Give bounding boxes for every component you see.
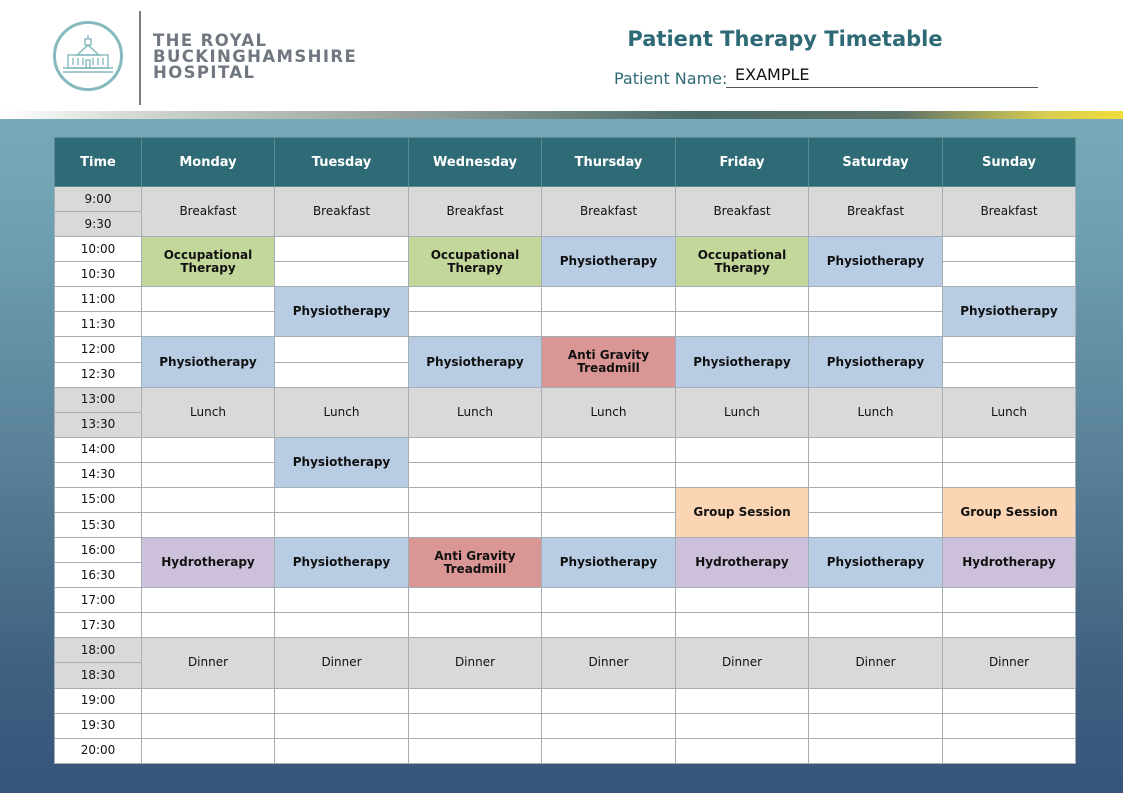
empty-slot[interactable]: [542, 738, 676, 763]
empty-slot[interactable]: [275, 513, 409, 538]
empty-slot[interactable]: [809, 287, 943, 312]
session-saturday-lunch[interactable]: Lunch: [809, 387, 943, 437]
empty-slot[interactable]: [943, 362, 1076, 387]
empty-slot[interactable]: [275, 237, 409, 262]
table-row: [55, 462, 1076, 487]
empty-slot[interactable]: [142, 312, 275, 337]
empty-slot[interactable]: [943, 437, 1076, 462]
table-row: [55, 187, 1076, 212]
session-monday-breakfast[interactable]: Breakfast: [142, 187, 275, 237]
session-sunday-dinner[interactable]: Dinner: [943, 638, 1076, 688]
column-header-thursday: Thursday: [542, 138, 676, 187]
session-thursday-anti-gravity-treadmill[interactable]: Anti Gravity Treadmill: [542, 337, 676, 387]
empty-slot[interactable]: [409, 462, 542, 487]
session-monday-hydrotherapy[interactable]: Hydrotherapy: [142, 538, 275, 588]
empty-slot[interactable]: [809, 688, 943, 713]
empty-slot[interactable]: [943, 588, 1076, 613]
empty-slot[interactable]: [943, 688, 1076, 713]
table-row: [55, 437, 1076, 462]
empty-slot[interactable]: [943, 713, 1076, 738]
page-title: Patient Therapy Timetable: [627, 27, 943, 51]
time-slot-label: 10:00: [55, 237, 142, 262]
patient-name-field[interactable]: EXAMPLE: [726, 64, 1038, 88]
column-header-sunday: Sunday: [943, 138, 1076, 187]
session-thursday-breakfast[interactable]: Breakfast: [542, 187, 676, 237]
table-row: [55, 688, 1076, 713]
empty-slot[interactable]: [676, 437, 809, 462]
session-wednesday-physiotherapy[interactable]: Physiotherapy: [409, 337, 542, 387]
empty-slot[interactable]: [142, 287, 275, 312]
time-slot-label: 20:00: [55, 738, 142, 763]
empty-slot[interactable]: [275, 688, 409, 713]
empty-slot[interactable]: [142, 462, 275, 487]
session-wednesday-lunch[interactable]: Lunch: [409, 387, 542, 437]
empty-slot[interactable]: [275, 738, 409, 763]
session-sunday-lunch[interactable]: Lunch: [943, 387, 1076, 437]
table-row: [55, 312, 1076, 337]
hospital-name-line-2: BUCKINGHAMSHIRE: [153, 47, 358, 66]
table-row: [55, 287, 1076, 312]
empty-slot[interactable]: [275, 487, 409, 512]
empty-slot[interactable]: [409, 588, 542, 613]
time-slot-label: 11:00: [55, 287, 142, 312]
time-slot-label: 15:00: [55, 487, 142, 512]
empty-slot[interactable]: [142, 688, 275, 713]
session-thursday-lunch[interactable]: Lunch: [542, 387, 676, 437]
empty-slot[interactable]: [676, 688, 809, 713]
time-slot-label: 19:30: [55, 713, 142, 738]
empty-slot[interactable]: [142, 713, 275, 738]
session-tuesday-physiotherapy[interactable]: Physiotherapy: [275, 437, 409, 487]
table-row: [55, 738, 1076, 763]
empty-slot[interactable]: [542, 613, 676, 638]
time-slot-label: 18:00: [55, 638, 142, 663]
column-header-monday: Monday: [142, 138, 275, 187]
time-slot-label: 16:00: [55, 538, 142, 563]
session-tuesday-physiotherapy[interactable]: Physiotherapy: [275, 287, 409, 337]
session-wednesday-occupational-therapy[interactable]: Occupational Therapy: [409, 237, 542, 287]
empty-slot[interactable]: [409, 713, 542, 738]
session-monday-occupational-therapy[interactable]: Occupational Therapy: [142, 237, 275, 287]
time-slot-label: 10:30: [55, 262, 142, 287]
empty-slot[interactable]: [542, 462, 676, 487]
empty-slot[interactable]: [142, 437, 275, 462]
session-friday-group-session[interactable]: Group Session: [676, 487, 809, 537]
column-header-tuesday: Tuesday: [275, 138, 409, 187]
table-row: [55, 387, 1076, 412]
session-saturday-physiotherapy[interactable]: Physiotherapy: [809, 237, 943, 287]
empty-slot[interactable]: [542, 437, 676, 462]
empty-slot[interactable]: [676, 613, 809, 638]
empty-slot[interactable]: [275, 588, 409, 613]
time-slot-label: 17:00: [55, 588, 142, 613]
time-slot-label: 19:00: [55, 688, 142, 713]
session-monday-lunch[interactable]: Lunch: [142, 387, 275, 437]
session-saturday-dinner[interactable]: Dinner: [809, 638, 943, 688]
session-sunday-group-session[interactable]: Group Session: [943, 487, 1076, 537]
session-saturday-physiotherapy[interactable]: Physiotherapy: [809, 538, 943, 588]
time-slot-label: 17:30: [55, 613, 142, 638]
session-friday-lunch[interactable]: Lunch: [676, 387, 809, 437]
session-friday-dinner[interactable]: Dinner: [676, 638, 809, 688]
time-slot-label: 14:30: [55, 462, 142, 487]
empty-slot[interactable]: [943, 738, 1076, 763]
empty-slot[interactable]: [676, 312, 809, 337]
empty-slot[interactable]: [275, 362, 409, 387]
empty-slot[interactable]: [275, 262, 409, 287]
session-friday-breakfast[interactable]: Breakfast: [676, 187, 809, 237]
time-slot-label: 9:00: [55, 187, 142, 212]
empty-slot[interactable]: [676, 713, 809, 738]
time-slot-label: 13:30: [55, 412, 142, 437]
empty-slot[interactable]: [676, 287, 809, 312]
empty-slot[interactable]: [409, 738, 542, 763]
table-row: [55, 588, 1076, 613]
time-slot-label: 14:00: [55, 437, 142, 462]
empty-slot[interactable]: [275, 713, 409, 738]
session-tuesday-physiotherapy[interactable]: Physiotherapy: [275, 538, 409, 588]
empty-slot[interactable]: [809, 588, 943, 613]
empty-slot[interactable]: [676, 588, 809, 613]
empty-slot[interactable]: [676, 738, 809, 763]
empty-slot[interactable]: [542, 287, 676, 312]
timetable-header-row: [55, 138, 1076, 187]
session-wednesday-dinner[interactable]: Dinner: [409, 638, 542, 688]
empty-slot[interactable]: [409, 312, 542, 337]
session-friday-hydrotherapy[interactable]: Hydrotherapy: [676, 538, 809, 588]
hospital-name: [153, 33, 383, 81]
logo-divider: [139, 11, 141, 105]
session-saturday-physiotherapy[interactable]: Physiotherapy: [809, 337, 943, 387]
table-row: [55, 638, 1076, 663]
table-row: [55, 237, 1076, 262]
empty-slot[interactable]: [409, 688, 542, 713]
header-accent-stripe: [0, 111, 1123, 119]
session-tuesday-lunch[interactable]: Lunch: [275, 387, 409, 437]
timetable-body: [55, 187, 1076, 764]
empty-slot[interactable]: [142, 513, 275, 538]
empty-slot[interactable]: [809, 613, 943, 638]
empty-slot[interactable]: [142, 487, 275, 512]
empty-slot[interactable]: [809, 462, 943, 487]
session-thursday-dinner[interactable]: Dinner: [542, 638, 676, 688]
empty-slot[interactable]: [809, 513, 943, 538]
empty-slot[interactable]: [542, 487, 676, 512]
empty-slot[interactable]: [409, 487, 542, 512]
empty-slot[interactable]: [542, 513, 676, 538]
session-friday-physiotherapy[interactable]: Physiotherapy: [676, 337, 809, 387]
time-slot-label: 16:30: [55, 563, 142, 588]
table-row: [55, 538, 1076, 563]
empty-slot[interactable]: [809, 437, 943, 462]
table-row: [55, 513, 1076, 538]
column-header-saturday: Saturday: [809, 138, 943, 187]
empty-slot[interactable]: [809, 487, 943, 512]
session-tuesday-breakfast[interactable]: Breakfast: [275, 187, 409, 237]
empty-slot[interactable]: [275, 613, 409, 638]
time-slot-label: 15:30: [55, 513, 142, 538]
session-tuesday-dinner[interactable]: Dinner: [275, 638, 409, 688]
hospital-building-icon: [60, 28, 116, 84]
empty-slot[interactable]: [409, 287, 542, 312]
empty-slot[interactable]: [409, 437, 542, 462]
session-saturday-breakfast[interactable]: Breakfast: [809, 187, 943, 237]
session-sunday-breakfast[interactable]: Breakfast: [943, 187, 1076, 237]
session-sunday-hydrotherapy[interactable]: Hydrotherapy: [943, 538, 1076, 588]
empty-slot[interactable]: [542, 713, 676, 738]
time-slot-label: 13:00: [55, 387, 142, 412]
empty-slot[interactable]: [542, 688, 676, 713]
table-row: [55, 713, 1076, 738]
session-friday-occupational-therapy[interactable]: Occupational Therapy: [676, 237, 809, 287]
time-slot-label: 18:30: [55, 663, 142, 688]
empty-slot[interactable]: [676, 462, 809, 487]
empty-slot[interactable]: [142, 588, 275, 613]
hospital-name-line-1: THE ROYAL: [153, 31, 268, 50]
time-slot-label: 12:30: [55, 362, 142, 387]
column-header-friday: Friday: [676, 138, 809, 187]
time-slot-label: 11:30: [55, 312, 142, 337]
empty-slot[interactable]: [943, 262, 1076, 287]
patient-name-label: Patient Name:: [614, 69, 728, 88]
empty-slot[interactable]: [809, 312, 943, 337]
therapy-timetable: [54, 137, 1076, 764]
session-wednesday-anti-gravity-treadmill[interactable]: Anti Gravity Treadmill: [409, 538, 542, 588]
empty-slot[interactable]: [542, 588, 676, 613]
session-wednesday-breakfast[interactable]: Breakfast: [409, 187, 542, 237]
session-monday-dinner[interactable]: Dinner: [142, 638, 275, 688]
session-monday-physiotherapy[interactable]: Physiotherapy: [142, 337, 275, 387]
empty-slot[interactable]: [142, 738, 275, 763]
empty-slot[interactable]: [943, 237, 1076, 262]
table-row: [55, 487, 1076, 512]
table-row: [55, 337, 1076, 362]
hospital-logo-icon: [53, 21, 123, 91]
empty-slot[interactable]: [943, 613, 1076, 638]
empty-slot[interactable]: [943, 337, 1076, 362]
session-sunday-physiotherapy[interactable]: Physiotherapy: [943, 287, 1076, 337]
session-thursday-physiotherapy[interactable]: Physiotherapy: [542, 237, 676, 287]
hospital-name-line-3: HOSPITAL: [153, 63, 256, 82]
empty-slot[interactable]: [142, 613, 275, 638]
column-header-time: Time: [55, 138, 142, 187]
empty-slot[interactable]: [409, 513, 542, 538]
empty-slot[interactable]: [943, 462, 1076, 487]
table-row: [55, 613, 1076, 638]
empty-slot[interactable]: [542, 312, 676, 337]
page-header: [0, 0, 1123, 113]
empty-slot[interactable]: [275, 337, 409, 362]
column-header-wednesday: Wednesday: [409, 138, 542, 187]
empty-slot[interactable]: [409, 613, 542, 638]
empty-slot[interactable]: [809, 738, 943, 763]
time-slot-label: 9:30: [55, 212, 142, 237]
empty-slot[interactable]: [809, 713, 943, 738]
session-thursday-physiotherapy[interactable]: Physiotherapy: [542, 538, 676, 588]
time-slot-label: 12:00: [55, 337, 142, 362]
